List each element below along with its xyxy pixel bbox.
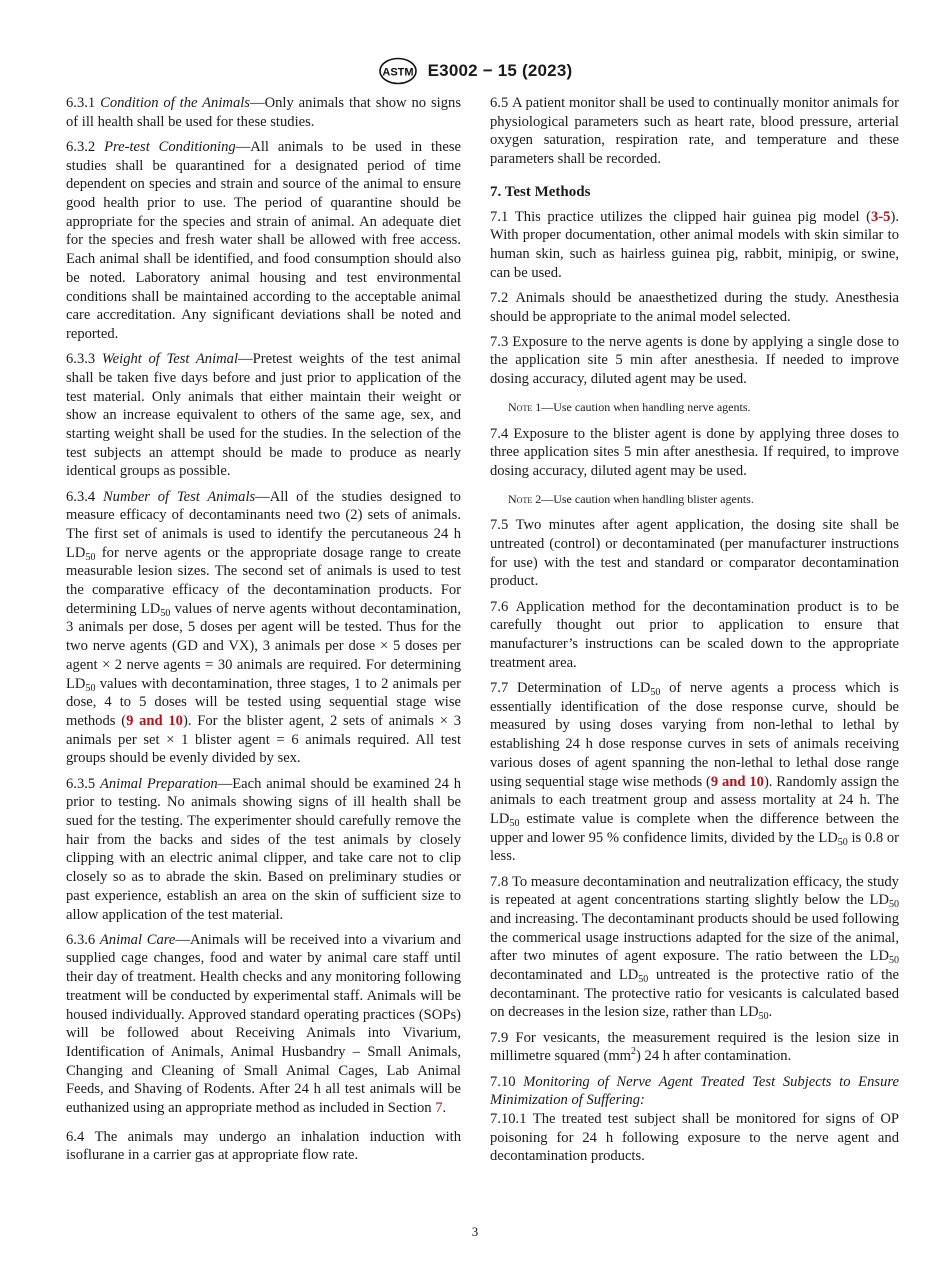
paragraph-6-3-2: 6.3.2 Pre-test Conditioning—All animals to be used in these studies shall be quarantined for a designated period of time dependent on species and strain and source of the animal to ensure good health prior to use. The period of quarantine should be appropriate for the species and strain of animal. An adequate diet for the species and fresh water shall be allowed with free access. Each animal shall be identified, and food consumption should also be noted. Laboratory animal housing and test environmental conditions shall be maintained according to the acceptable animal care accreditation. Any significant deviations shall be noted and reported.	[66, 138, 461, 342]
paragraph-6-3-1: 6.3.1 Condition of the Animals—Only animals that show no signs of ill health shall be used for these studies.	[66, 95, 461, 130]
note-1: Note 1—Use caution when handling nerve agents.	[508, 399, 751, 414]
paragraph-7-7: 7.7 Determination of $LD_{50}$ of nerve agents a process which is essentially identification of the dose response curve, should be measured by using doses varying from non-lethal to lethal by establishing 24 h dose response curves in sets of animals receiving various doses of agent spanning the non-lethal to lethal dose range using sequential stage wise methods (9 and 10). Randomly assign the animals to each treatment group and assess mortality at 24 h. The $LD_{50}$ estimate value is complete when the difference between the upper and lower 95 % confidence limits, divided by the $LD_{50}$ is 0.8 or less.	[490, 679, 899, 865]
left-column	[66, 94, 461, 1172]
section-link-7[interactable]: 7	[435, 1100, 443, 1117]
paragraph-7-2: 7.2 Animals should be anaesthetized during the study. Anesthesia should be appropriate to the animal model selected.	[490, 289, 899, 325]
right-column	[490, 94, 899, 1173]
paragraph-7-8: 7.8 To measure decontamination and neutralization efficacy, the study is repeated at agent concentrations starting slightly below the $LD_{50}$ and increasing. The decontaminant products should be used following the commerical usage instructions adapted for the size of the animal, after two minutes of agent exposure. The ratio between the $LD_{50}$ decontaminated and $LD_{50}$ untreated is the protective ratio of the decontaminant. The protective ratio for vesicants is calculated based on decreases in the lesion size, rather than $LD_{50}$.	[490, 873, 899, 1023]
paragraph-7-6: 7.6 Application method for the decontamination product is to be carefully thought out prior to application to ensure that manufacturer’s instructions can be scaled down to the appropriate treatment area.	[490, 598, 899, 671]
paragraph-6-4: 6.4 The animals may undergo an inhalation induction with isoflurane in a carrier gas at appropriate flow rate.	[66, 1128, 461, 1164]
paragraph-7-3: 7.3 Exposure to the nerve agents is done by applying a single dose to the application site 5 min after anesthesia. If needed to improve dosing accuracy, diluted agent may be used.	[490, 333, 899, 388]
page-header	[0, 57, 950, 85]
page-number: 3	[471, 1224, 479, 1239]
document-designation: E3002 − 15 (2023)	[427, 61, 573, 80]
paragraph-6-3-4: 6.3.4 Number of Test Animals—All of the studies designed to measure efficacy of decontaminants need two (2) sets of animals. The first set of animals is used to identify the percutaneous 24 h $LD_{50}$ for nerve agents or the appropriate dosage range to create measurable lesion sizes. The second set of animals is used to test the comparative efficacy of the decontamination products. For determining $LD_{50}$ values of nerve agents without decontamination, 3 animals per dose, 5 doses per agent will be tested. Thus for the two nerve agents (GD and VX), 3 animals per dose × 5 doses per agent × 2 nerve agents = 30 animals are required. For determining $LD_{50}$ values with decontamination, three stages, 1 to 2 animals per dose, 4 to 5 doses will be tested using sequential stage wise methods (9 and 10). For the blister agent, 2 sets of animals × 3 animals per set × 1 blister agent = 6 animals required. All test groups should be evenly divided by sex.	[66, 488, 461, 767]
paragraph-6-5: 6.5 A patient monitor shall be used to continually monitor animals for physiological parameters such as heart rate, blood pressure, arterial oxygen saturation, respiration rate, and temperature and these parameters shall be recorded.	[490, 95, 899, 168]
paragraph-7-4: 7.4 Exposure to the blister agent is done by applying three doses to three application sites 5 min after anesthesia. If required, to improve dosing accuracy, diluted agent may be used.	[490, 425, 899, 479]
paragraph-7-1: 7.1 This practice utilizes the clipped hair guinea pig model (3-5). With proper documentation, other animal models with skin similar to human skin, such as hairless guinea pig, rabbit, minipig, or swine, can be used.	[490, 208, 899, 281]
reference-link-9-and-10-b[interactable]: 9 and 10	[710, 773, 764, 790]
paragraph-7-10: 7.10 Monitoring of Nerve Agent Treated Test Subjects to Ensure Minimization of Suffering:	[490, 1073, 899, 1109]
svg-text:ASTM: ASTM	[382, 66, 414, 79]
astm-logo-icon	[378, 57, 418, 85]
section-heading-7: 7. Test Methods	[490, 183, 591, 200]
paragraph-7-10-1: 7.10.1 The treated test subject shall be monitored for signs of OP poisoning for 24 h following exposure to the nerve agent and decontamination products.	[490, 1110, 899, 1165]
paragraph-7-9: 7.9 For vesicants, the measurement required is the lesion size in millimetre squared $(mm^2)$ 24 h after contamination.	[490, 1029, 899, 1065]
note-2: Note 2—Use caution when handling blister agents.	[508, 491, 754, 506]
paragraph-6-3-6: 6.3.6 Animal Care—Animals will be received into a vivarium and supplied cage changes, food and water by animal care staff until their day of treatment. Health checks and any monitoring following treatment will be conducted by experimental staff. Animals will be housed individually. Approved standard operating practices (SOPs) will be followed about Receiving Animals into Vivarium, Identification of Animals, Animal Husbandry – Small Animals, Changing and Cleaning of Small Animal Cages, Lab Animal Feeds, and Shaving of Rodents. After 24 h all test animals will be euthanized using an appropriate method as included in Section 7.	[66, 931, 461, 1117]
reference-link-3-5[interactable]: 3-5	[871, 208, 891, 225]
paragraph-7-5: 7.5 Two minutes after agent application, the dosing site shall be untreated (control) or decontaminated (per manufacturer instructions for use) with the test and standard or comparator decontamination product.	[490, 517, 900, 590]
paragraph-6-3-5: 6.3.5 Animal Preparation—Each animal should be examined 24 h prior to testing. No animals showing signs of ill health shall be sued for the testing. The experimenter should carefully remove the hair from the backs and sides of the test animals by closely clipping with an electric animal clipper, and take care not to clip closely so as to abrade the skin. Based on preliminary studies or past experience, establish an area on the skin of sufficient size to allow application of the test material.	[66, 775, 461, 923]
reference-link-9-and-10[interactable]: 9 and 10	[126, 713, 183, 729]
paragraph-6-3-3: 6.3.3 Weight of Test Animal—Pretest weights of the test animal shall be taken five days before and just prior to application of the test material. Only animals that either maintain their weight or show an increase equivalent to others of the same age, sex, and starting weight shall be used for the studies. In the selection of the test subjects an attempt should be made to produce as nearly identical groups as possible.	[66, 351, 461, 480]
